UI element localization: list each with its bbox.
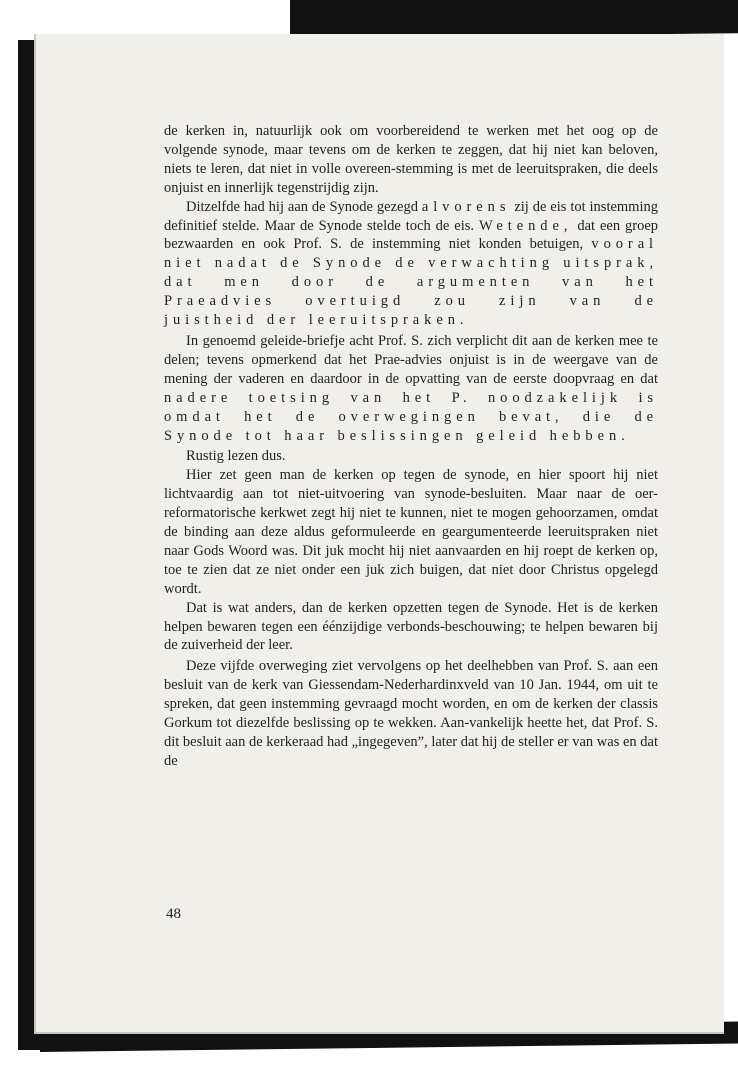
spaced-emphasis-nadere-toetsing: nadere toetsing van het P. noodzakelijk is omdat het de overwegingen bevat, die de Synode tot haar beslissingen geleid hebben. [164,389,658,444]
paragraph-2-text-e: dat een groep bezwaarden en ook Prof. S. de instemming niet konden betuigen, [164,217,659,253]
paragraph-2-text-c: zij de eis tot instemming definitief stelde. Maar de Synode stelde toch de eis. [164,198,658,234]
paragraph-5 [164,466,658,598]
paragraph-2-text-a: Ditzelfde had hij aan de Synode gezegd [186,198,418,215]
paragraph-7 [164,657,658,770]
paragraph-3-text-a: In genoemd geleide-briefje acht Prof. S. zich verplicht dit aan de kerken mee te delen; tevens opmerkend dat het Prae-advies onjuist is in de weergave van de mening der vaderen en daardoor in de opvatting van de eerste doopvraag en dat [164,332,658,387]
paragraph-4 [164,447,658,466]
page-number: 48 [166,906,181,922]
paragraph-6 [164,599,658,656]
paragraph-6-text: Dat is wat anders, dan de kerken opzetten tegen de Synode. Het is de kerken helpen bewaren tegen een éénzijdige verbonds-beschouwing; te helpen bewaren bij de zuiverheid der leer. [164,599,658,654]
paragraph-7-text: Deze vijfde overweging ziet vervolgens op het deelhebben van Prof. S. aan een besluit van de kerk van Giessendam-Nederhardinxveld van 10 Jan. 1944, om uit te spreken, dat geen instemming gevraagd mocht worden, en om de kerken der classis Gorkum tot diezelfde beslissing op te wekken. Aan-vankelijk heette het, dat Prof. S. dit besluit aan de kerkeraad had „ingegeven”, later dat hij de steller er van was en dat de [164,658,658,769]
paragraph-1 [164,122,658,198]
body-text [164,122,658,771]
paragraph-2 [164,198,658,330]
paragraph-4-text: Rustig lezen dus. [186,448,286,465]
spaced-emphasis-wetende: Wetende, [478,217,573,234]
paragraph-5-text: Hier zet geen man de kerken op tegen de synode, en hier spoort hij niet lichtvaardig aan tot niet-uitvoering van synode-besluiten. Maar naar de oer-reformatorische kerkwet zegt hij niet te kunnen, niet te mogen gehoorzamen, omdat de binding aan deze aldus geformuleerde en geargumenteerde leeruitspraken niet naar Gods Woord was. Dit juk mocht hij niet aanvaarden en hij roept de kerken op, toe te zien dat ze niet onder een juk zich buigen, dat niet door Christus opgelegd wordt. [164,467,658,597]
paragraph-1-text: de kerken in, natuurlijk ook om voorbereidend te werken met het oog op de volgende synode, maar tevens om de kerken te zeggen, dat hij niet kan beloven, niets te leren, dat niet in volle overeen-stemming is met de leeruitspraken, die deels onjuist en innerlijk tegenstrijdig zijn. [164,123,658,196]
spaced-emphasis-alvorens: alvorens [421,198,511,215]
scan-shadow-top [290,0,738,38]
spaced-emphasis-vooral: vooral niet nadat de Synode de verwachting uitsprak, dat men door de argumenten van het Praeadvies overtuigd zou zijn van de juistheid der leeruitspraken. [164,236,659,329]
paragraph-3 [164,332,658,445]
